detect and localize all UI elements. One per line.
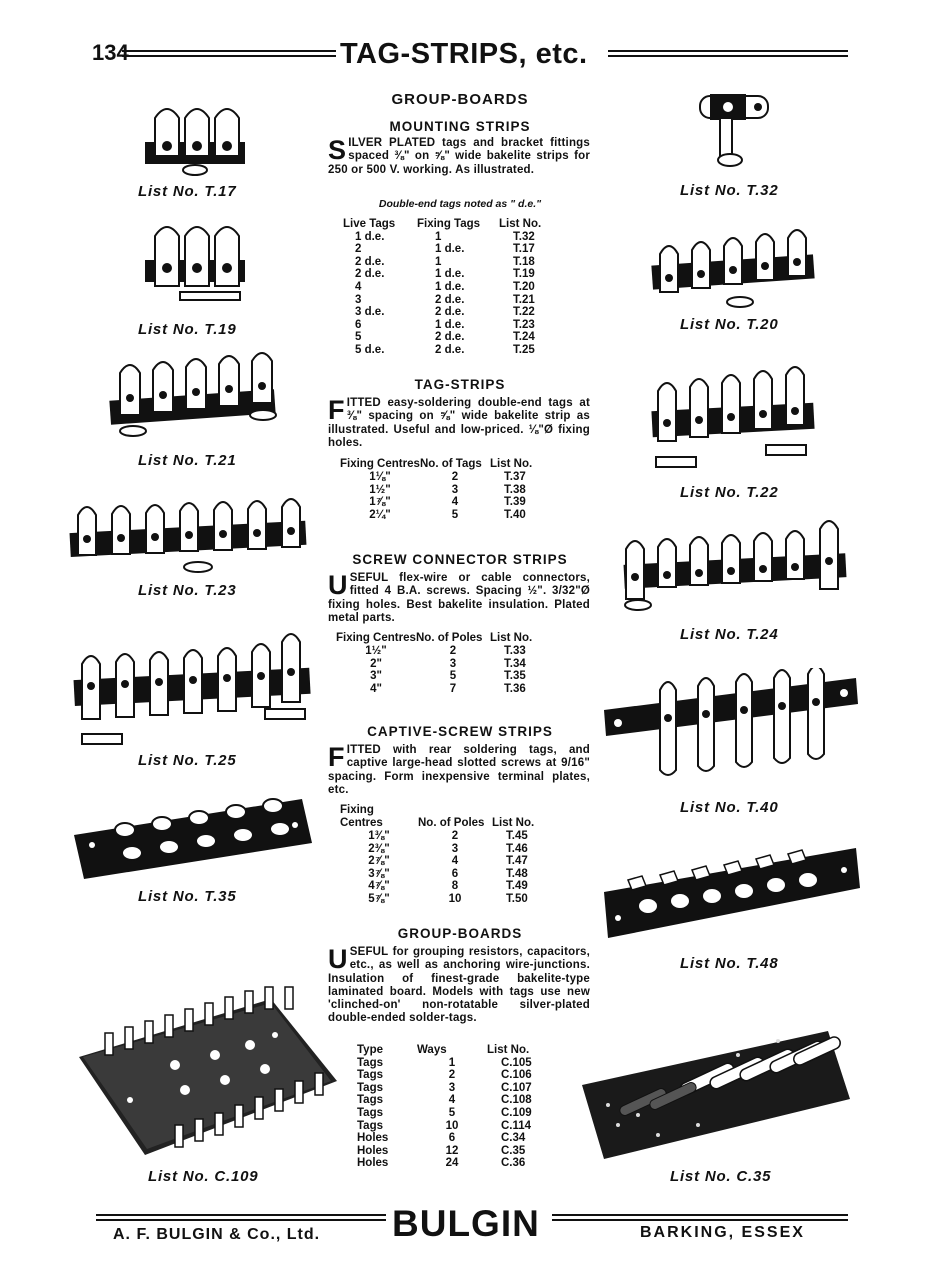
drop-cap: F [328,742,345,772]
table-row [343,294,541,307]
drop-cap: F [328,395,345,425]
table-row [357,1057,532,1070]
table-cell: C.109 [501,1106,532,1119]
group-boards-heading: GROUP-BOARDS [397,926,523,941]
table-cell: C.114 [501,1119,532,1132]
table-row [357,1157,532,1170]
table-cell: 3 d.e. [355,306,385,319]
table-cell: 24 [445,1157,459,1170]
table-row [340,830,534,843]
table-cell: Tags [357,1119,383,1132]
header-rule-right [608,50,848,57]
table-row [340,509,532,522]
table-cell: T.34 [504,657,526,670]
table-cell: 2 [451,830,459,842]
table-cell: 4 [448,1094,456,1107]
table-cell: 5 [451,508,459,521]
table-cell: T.49 [506,880,528,893]
table-cell: 1 d.e. [435,318,465,331]
t17-tag-strip-image [140,100,250,180]
table-cell: 2 d.e. [435,293,465,306]
table-cell: C.107 [501,1081,532,1094]
col-header: Fixing Tags [417,218,481,230]
footer-rule-left [96,1214,386,1221]
captive-screw-table [340,804,534,906]
screw-connector-table [336,632,532,695]
table-cell: 5 [355,331,362,344]
table-cell: Holes [357,1157,389,1170]
table-row [343,281,541,294]
table-cell: T.35 [504,670,526,683]
table-cell: 1 [448,1056,456,1069]
table-cell: 2 [355,243,362,256]
table-cell: T.19 [513,268,535,281]
table-cell: 1 d.e. [435,280,465,293]
table-cell: T.39 [504,496,526,509]
table-cell: Tags [357,1094,383,1107]
table-cell: T.17 [513,243,535,256]
caption-t21: List No. T.21 [138,452,237,469]
table-cell: 12 [445,1144,459,1157]
table-cell: T.18 [513,255,535,268]
table-row [340,868,534,881]
t32-tag-strip-image [690,88,775,173]
caption-t22: List No. T.22 [680,484,779,501]
table-row [343,268,541,281]
table-cell: 6 [451,867,459,880]
table-cell: 5 [448,1106,456,1119]
t35-screw-connector-image [70,795,315,885]
table-cell: Holes [357,1144,389,1157]
col-header: List No. [499,218,542,230]
table-cell: T.24 [513,331,535,344]
col-header: No. of Poles [416,632,483,644]
table-cell: T.37 [504,471,526,483]
footer-location: BARKING, ESSEX [640,1224,805,1241]
table-cell: 6 [355,318,362,331]
c35-group-board-image [578,1025,853,1165]
table-cell: 3 [448,1081,456,1094]
table-cell: 2 d.e. [355,255,385,268]
table-row [343,319,541,332]
table-cell: 1⅜" [368,830,390,842]
double-end-note: Double-end tags noted as " d.e." [378,198,542,210]
description-text: ILVER PLATED tags and bracket fittings spaced ⅜" on ⅝" wide bakelite strips for 250 or 500 V. working. As illustrated. [328,137,590,176]
col-header: No. of Poles [418,817,485,829]
table-row [340,484,532,497]
table-cell: T.47 [506,855,528,868]
table-cell: 1 d.e. [435,243,465,256]
table-cell: 4⅞" [368,880,390,893]
table-cell: C.105 [501,1056,532,1069]
table-cell: C.34 [501,1132,526,1145]
table-cell: C.35 [501,1144,526,1157]
table-cell: 2 [448,1069,456,1082]
table-cell: 3" [370,670,382,683]
table-cell: 2" [370,657,382,670]
caption-c109: List No. C.109 [148,1168,259,1185]
table-row [336,658,532,671]
table-row [336,645,532,658]
caption-t32: List No. T.32 [680,182,779,199]
caption-t25: List No. T.25 [138,752,237,769]
mounting-strips-table [343,218,541,357]
table-cell: 4 [451,496,459,509]
col-header: Fixing Centres [340,458,420,470]
caption-t19: List No. T.19 [138,321,237,338]
table-row [343,306,541,319]
table-cell: 1⅛" [369,471,391,483]
description-text: SEFUL flex-wire or cable connectors, fitted 4 B.A. screws. Spacing ½". 3/32"Ø fixing holes. Best bakelite insulation. Plated metal parts. [328,572,590,624]
table-cell: Tags [357,1106,383,1119]
table-cell: 1 d.e. [435,268,465,281]
description-text: ITTED easy-soldering double-end tags at ⅜" spacing on ⅝" wide bakelite strip as illustrated. Useful and low-priced. ⅛"Ø fixing holes. [328,397,590,449]
col-header: No. of Tags [420,458,482,470]
table-row [357,1069,532,1082]
table-cell: 10 [445,1119,459,1132]
group-boards-description [328,946,590,1026]
table-cell: 1 d.e. [355,230,385,243]
table-row [343,344,541,357]
table-cell: 3 [451,842,459,855]
table-cell: 3⅞" [368,867,390,880]
table-row [343,256,541,269]
table-row [357,1145,532,1158]
caption-t40: List No. T.40 [680,799,779,816]
t25-tag-strip-image [70,624,315,754]
table-row [340,843,534,856]
table-row [357,1094,532,1107]
table-row [357,1132,532,1145]
t19-tag-strip-image [140,222,250,317]
table-cell: T.45 [506,830,528,842]
table-row [340,880,534,893]
col-header: List No. [492,817,535,830]
tag-strips-table [340,458,532,521]
t23-tag-strip-image [66,487,311,577]
footer-company: A. F. BULGIN & Co., Ltd. [113,1226,321,1243]
table-cell: 4 [355,280,362,293]
table-cell: 5⅞" [368,892,390,905]
screw-connector-heading: SCREW CONNECTOR STRIPS [352,552,568,567]
table-cell: 6 [448,1132,456,1145]
table-cell: Tags [357,1081,383,1094]
table-cell: 8 [451,880,459,893]
caption-t17: List No. T.17 [138,183,237,200]
table-cell: T.25 [513,343,535,356]
table-cell: T.40 [504,508,526,521]
header-rule-left [122,50,336,57]
t20-tag-strip-image [648,222,818,312]
table-cell: 2 d.e. [435,306,465,319]
table-cell: 4" [370,682,382,695]
table-cell: 2⅜" [368,842,390,855]
screw-connector-description [328,572,590,625]
table-cell: C.108 [501,1094,532,1107]
table-cell: 1 [435,230,442,243]
mounting-strips-heading: MOUNTING STRIPS [389,119,531,134]
caption-t35: List No. T.35 [138,888,237,905]
table-cell: Holes [357,1132,389,1145]
table-row [343,243,541,256]
main-heading: GROUP-BOARDS [391,91,529,108]
caption-c35: List No. C.35 [670,1168,772,1185]
table-cell: 2 d.e. [435,331,465,344]
table-row [336,670,532,683]
table-cell: T.23 [513,318,535,331]
table-cell: 1⅞" [369,496,391,509]
description-text: SEFUL for grouping resistors, capacitors, etc., as well as anchoring wire-junctions. Insulation of finest-grade bakelite-type laminated board. Models with tags use new 'clinched-on' non-rotatable silver-plated double-ended solder-tags. [328,946,590,1025]
table-cell: T.36 [504,682,526,695]
table-cell: Tags [357,1069,383,1082]
t48-captive-screw-image [600,840,862,945]
tag-strips-heading: TAG-STRIPS [414,377,506,392]
table-cell: T.22 [513,306,535,319]
table-cell: 5 [449,670,457,683]
col-header: Fixing Centres [336,632,416,644]
table-cell: C.36 [501,1157,526,1170]
col-header: Fixing Centres [340,804,383,829]
caption-t23: List No. T.23 [138,582,237,599]
footer-brand-logo: BULGIN [392,1203,540,1244]
table-cell: T.33 [504,645,526,657]
col-header: Ways [417,1044,447,1056]
t40-tag-strip-image [600,668,862,788]
table-cell: Tags [357,1056,383,1069]
table-cell: T.50 [506,892,528,905]
drop-cap: U [328,570,348,600]
col-header: List No. [490,632,533,645]
table-row [343,231,541,244]
table-cell: T.20 [513,280,535,293]
table-cell: 2 d.e. [435,343,465,356]
table-cell: T.21 [513,293,535,306]
table-cell: T.46 [506,842,528,855]
table-cell: 7 [449,682,457,695]
table-cell: 3 [449,657,457,670]
footer-rule-right [552,1214,848,1221]
page-number: 134 [92,40,129,65]
mounting-strips-description [328,137,590,177]
description-text: ITTED with rear soldering tags, and captive large-head slotted screws at 9/16" spacing. Form inexpensive terminal plates, etc. [328,744,590,796]
col-header: Live Tags [343,218,396,230]
table-cell: 3 [451,483,459,496]
table-row [340,893,534,906]
table-row [340,471,532,484]
captive-screw-heading: CAPTIVE-SCREW STRIPS [367,724,553,739]
c109-group-board-image [75,985,340,1160]
table-cell: T.32 [513,230,535,243]
table-row [357,1120,532,1133]
table-cell: 2 d.e. [355,268,385,281]
table-row [340,855,534,868]
table-row [343,331,541,344]
drop-cap: S [328,135,347,165]
table-cell: 3 [355,293,362,306]
page-title: TAG-STRIPS, etc. [340,38,588,70]
caption-t20: List No. T.20 [680,316,779,333]
table-cell: 5 d.e. [355,343,385,356]
table-row [340,496,532,509]
tag-strips-description [328,397,590,450]
caption-t24: List No. T.24 [680,626,779,643]
table-row [357,1107,532,1120]
table-cell: T.38 [504,483,526,496]
table-cell: T.48 [506,867,528,880]
table-row [357,1082,532,1095]
col-header: List No. [490,458,533,471]
group-boards-table [357,1044,532,1170]
caption-t48: List No. T.48 [680,955,779,972]
table-cell: 4 [451,855,459,868]
drop-cap: U [328,944,348,974]
col-header: Type [357,1044,383,1056]
table-cell: 10 [448,892,462,905]
table-row [336,683,532,696]
table-cell: 2⅞" [368,855,390,868]
t21-tag-strip-image [105,343,280,443]
table-cell: 2 [451,471,459,483]
table-cell: 2¼" [369,508,391,521]
col-header: List No. [487,1044,530,1056]
table-cell: 1 [435,255,442,268]
t22-tag-strip-image [648,365,818,480]
table-cell: 1½" [369,483,391,496]
t24-tag-strip-image [620,515,850,615]
table-cell: 1½" [365,645,387,657]
captive-screw-description [328,744,590,797]
table-cell: 2 [449,645,457,657]
table-cell: C.106 [501,1069,532,1082]
